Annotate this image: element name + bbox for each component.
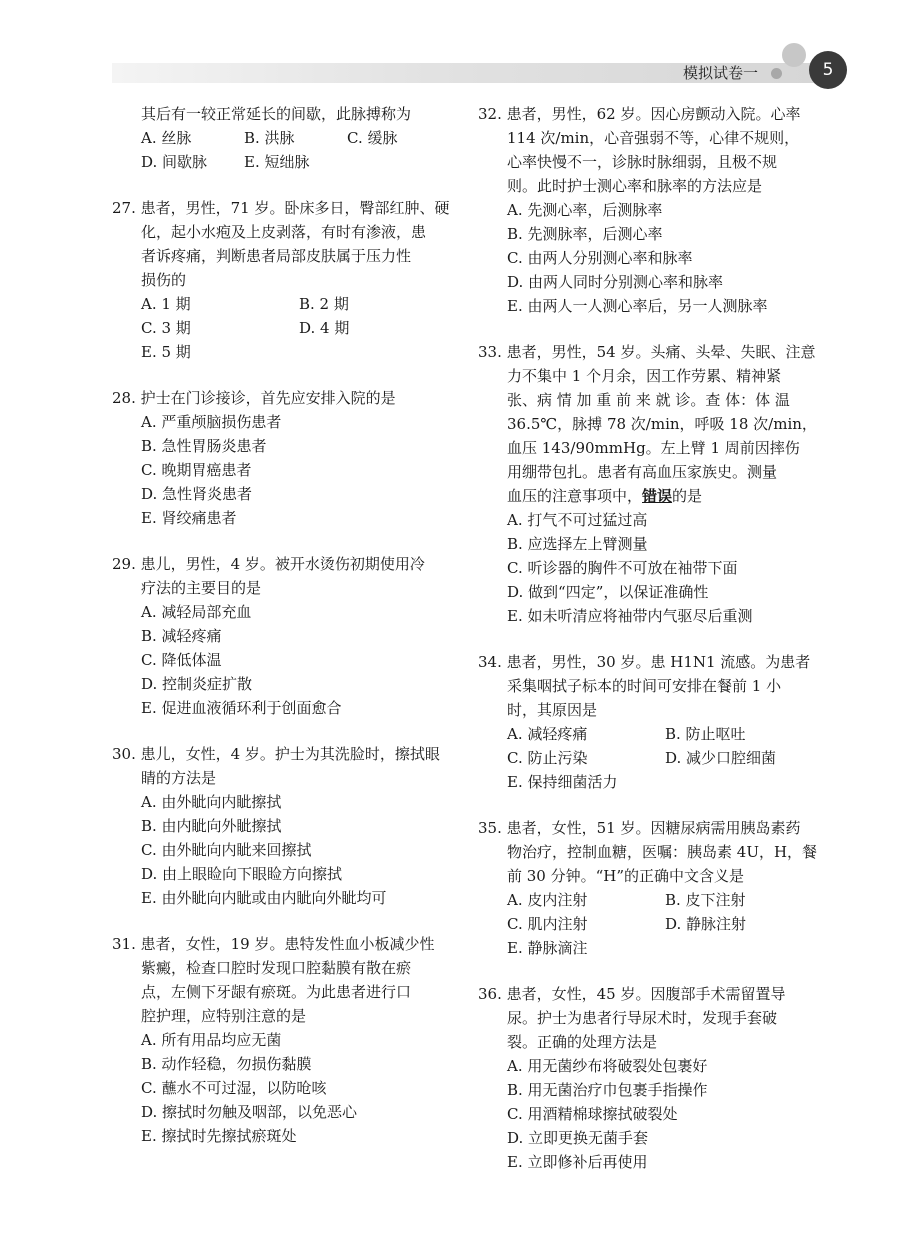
option-d: D. 4 期 (299, 319, 350, 337)
option-d: D. 做到“四定”，以保证准确性 (507, 583, 709, 601)
question-stem: 者诉疼痛，判断患者局部皮肤属于压力性 (141, 247, 412, 265)
option-d: D. 由上眼睑向下眼睑方向擦拭 (141, 865, 343, 883)
question-stem: 其后有一较正常延长的间歇，此脉搏称为 (141, 105, 412, 123)
question-stem: 36. 患者，女性，45 岁。因腹部手术需留置导 (478, 985, 786, 1003)
question-stem: 腔护理，应特别注意的是 (141, 1007, 307, 1025)
option-e: E. 静脉滴注 (507, 939, 588, 957)
question-stem-last (478, 484, 818, 508)
question-stem: 前 30 分钟。“H”的正确中文含义是 (507, 867, 745, 885)
decorative-circle-small (771, 68, 782, 79)
question-stem: 30. 患儿，女性，4 岁。护士为其洗脸时，擦拭眼 (112, 745, 440, 763)
option-c: C. 3 期 (141, 319, 191, 337)
question-stem: 31. 患者，女性，19 岁。患特发性血小板减少性 (112, 935, 435, 953)
option-a: A. 所有用品均应无菌 (141, 1031, 282, 1049)
option-b: B. 洪脉 (244, 129, 295, 147)
option-a: A. 由外眦向内眦擦拭 (141, 793, 282, 811)
options-row (112, 126, 452, 150)
question-29 (112, 552, 452, 720)
option-e: E. 如未听清应将袖带内气驱尽后重测 (507, 607, 753, 625)
option-a: A. 打气不可过猛过高 (507, 511, 648, 529)
emphasis-keyword: 错误 (642, 487, 673, 505)
header-title: 模拟试卷一 (682, 64, 758, 82)
option-a: A. 1 期 (141, 295, 191, 313)
option-b: B. 2 期 (299, 295, 349, 313)
question-28 (112, 386, 452, 530)
question-stem: 114 次/min，心音强弱不等，心律不规则， (507, 129, 800, 147)
question-26-continued (112, 102, 452, 174)
option-e: E. 由外眦向内眦或由内眦向外眦均可 (141, 889, 387, 907)
option-e: E. 擦拭时先擦拭瘀斑处 (141, 1127, 297, 1145)
question-30 (112, 742, 452, 910)
option-b: B. 减轻疼痛 (141, 627, 222, 645)
option-e: E. 保持细菌活力 (507, 773, 618, 791)
stem-text: 的是 (672, 487, 703, 505)
option-d: D. 减少口腔细菌 (665, 749, 777, 767)
question-stem: 28. 护士在门诊接诊，首先应安排入院的是 (112, 389, 396, 407)
question-stem: 36.5℃，脉搏 78 次/min，呼吸 18 次/min， (507, 415, 817, 433)
options-row (112, 316, 452, 340)
question-stem: 疗法的主要目的是 (141, 579, 262, 597)
question-27 (112, 196, 452, 364)
question-stem: 则。此时护士测心率和脉率的方法应是 (507, 177, 763, 195)
left-column (112, 102, 452, 1170)
decorative-circle-large (782, 43, 806, 67)
question-stem: 紫癜，检查口腔时发现口腔黏膜有散在瘀 (141, 959, 412, 977)
option-c: C. 防止污染 (507, 749, 588, 767)
option-d: D. 急性肾炎患者 (141, 485, 253, 503)
option-b: B. 用无菌治疗巾包裹手指操作 (507, 1081, 708, 1099)
option-e: E. 5 期 (141, 343, 191, 361)
question-36 (478, 982, 818, 1174)
option-e: E. 短绌脉 (244, 153, 310, 171)
option-c: C. 由外眦向内眦来回擦拭 (141, 841, 312, 859)
option-c: C. 听诊器的胸件不可放在袖带下面 (507, 559, 738, 577)
option-b: B. 皮下注射 (665, 891, 746, 909)
option-b: B. 由内眦向外眦擦拭 (141, 817, 282, 835)
option-d: D. 立即更换无菌手套 (507, 1129, 649, 1147)
question-stem: 损伤的 (141, 271, 187, 289)
option-b: B. 先测脉率，后测心率 (507, 225, 663, 243)
question-stem: 物治疗，控制血糖，医嘱：胰岛素 4U，H，餐 (507, 843, 818, 861)
question-stem: 34. 患者，男性，30 岁。患 H1N1 流感。为患者 (478, 653, 811, 671)
option-e: E. 肾绞痛患者 (141, 509, 237, 527)
question-stem: 张、病 情 加 重 前 来 就 诊。查 体：体 温 (507, 391, 790, 409)
question-stem: 35. 患者，女性，51 岁。因糖尿病需用胰岛素药 (478, 819, 801, 837)
question-35 (478, 816, 818, 960)
option-a: A. 严重颅脑损伤患者 (141, 413, 282, 431)
option-a: A. 用无菌纱布将破裂处包裹好 (507, 1057, 708, 1075)
question-stem: 用绷带包扎。患者有高血压家族史。测量 (507, 463, 778, 481)
option-a: A. 先测心率，后测脉率 (507, 201, 663, 219)
option-d: D. 由两人同时分别测心率和脉率 (507, 273, 724, 291)
option-b: B. 急性胃肠炎患者 (141, 437, 267, 455)
question-stem: 33. 患者，男性，54 岁。头痛、头晕、失眠、注意 (478, 343, 816, 361)
option-a: A. 丝脉 (141, 129, 192, 147)
options-row (112, 150, 452, 174)
option-c: C. 由两人分别测心率和脉率 (507, 249, 693, 267)
question-stem: 27. 患者，男性，71 岁。卧床多日，臀部红肿、硬 (112, 199, 450, 217)
options-row (478, 888, 818, 912)
question-stem: 32. 患者，男性，62 岁。因心房颤动入院。心率 (478, 105, 801, 123)
right-column (478, 102, 818, 1196)
options-row (478, 912, 818, 936)
question-31 (112, 932, 452, 1148)
question-32 (478, 102, 818, 318)
question-stem: 时，其原因是 (507, 701, 598, 719)
option-c: C. 肌内注射 (507, 915, 588, 933)
question-stem: 力不集中 1 个月余，因工作劳累、精神紧 (507, 367, 782, 385)
question-33 (478, 340, 818, 628)
option-c: C. 降低体温 (141, 651, 222, 669)
option-a: A. 减轻疼痛 (507, 725, 588, 743)
option-e: E. 立即修补后再使用 (507, 1153, 648, 1171)
option-c: C. 晚期胃癌患者 (141, 461, 252, 479)
question-stem: 血压 143/90mmHg。左上臂 1 周前因摔伤 (507, 439, 800, 457)
option-e: E. 促进血液循环利于创面愈合 (141, 699, 342, 717)
option-d: D. 控制炎症扩散 (141, 675, 253, 693)
option-b: B. 防止呕吐 (665, 725, 746, 743)
question-stem: 点，左侧下牙龈有瘀斑。为此患者进行口 (141, 983, 412, 1001)
option-a: A. 减轻局部充血 (141, 603, 252, 621)
option-c: C. 用酒精棉球擦拭破裂处 (507, 1105, 678, 1123)
question-stem: 29. 患儿，男性，4 岁。被开水烫伤初期使用冷 (112, 555, 425, 573)
option-b: B. 应选择左上臂测量 (507, 535, 648, 553)
question-stem: 化，起小水疱及上皮剥落，有时有渗液，患 (141, 223, 427, 241)
option-c: C. 缓脉 (347, 129, 398, 147)
question-34 (478, 650, 818, 794)
question-stem: 心率快慢不一，诊脉时脉细弱，且极不规 (507, 153, 778, 171)
page-number: 5 (809, 51, 847, 89)
option-d: D. 擦拭时勿触及咽部，以免恶心 (141, 1103, 358, 1121)
option-a: A. 皮内注射 (507, 891, 588, 909)
question-stem: 尿。护士为患者行导尿术时，发现手套破 (507, 1009, 778, 1027)
options-row (478, 746, 818, 770)
options-row (478, 722, 818, 746)
question-stem: 睛的方法是 (141, 769, 217, 787)
option-e: E. 由两人一人测心率后，另一人测脉率 (507, 297, 768, 315)
option-c: C. 蘸水不可过湿，以防呛咳 (141, 1079, 327, 1097)
options-row (112, 292, 452, 316)
option-d: D. 静脉注射 (665, 915, 747, 933)
option-b: B. 动作轻稳，勿损伤黏膜 (141, 1055, 312, 1073)
option-d: D. 间歇脉 (141, 153, 208, 171)
stem-text: 血压的注意事项中， (507, 487, 643, 505)
question-stem: 采集咽拭子标本的时间可安排在餐前 1 小 (507, 677, 782, 695)
question-stem: 裂。正确的处理方法是 (507, 1033, 658, 1051)
